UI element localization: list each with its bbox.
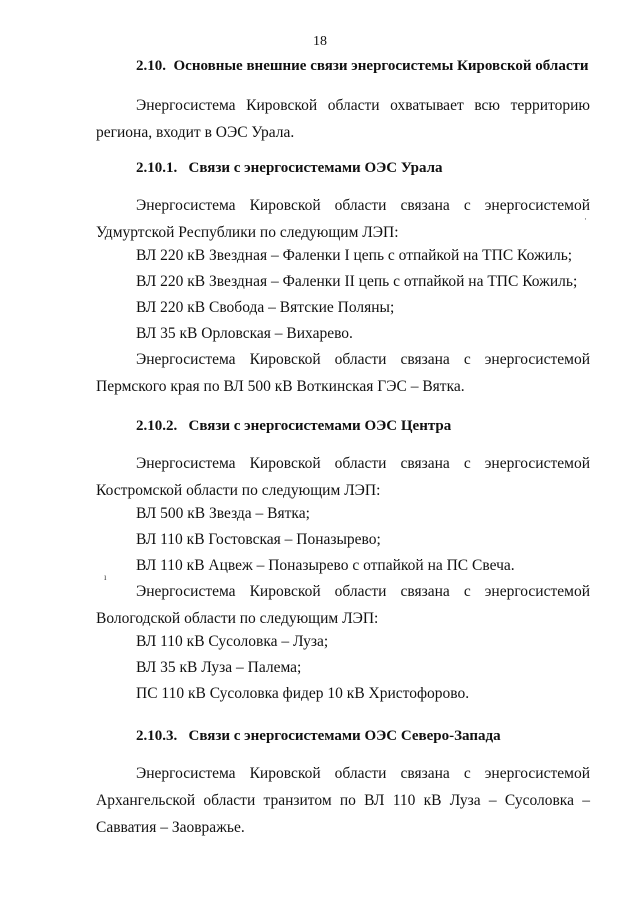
section-heading [96, 58, 630, 75]
paragraph-line: Энергосистема Кировской области связана с энергосистемой [136, 351, 590, 368]
list-item: ВЛ 500 кВ Звезда – Вятка; [136, 505, 310, 522]
section-title: Основные внешние связи энергосистемы Кировской области [173, 58, 589, 74]
paragraph-line: Энергосистема Кировской области связана с энергосистемой [136, 197, 590, 214]
list-item: ВЛ 110 кВ Гостовская – Поназырево; [136, 531, 381, 548]
list-item: ВЛ 220 кВ Звездная – Фаленки I цепь с отпайкой на ТПС Кожиль; [136, 247, 573, 264]
subsection-1-paragraph-1 [96, 192, 590, 246]
list-item: ВЛ 220 кВ Свобода – Вятские Поляны; [136, 299, 395, 316]
subsection-heading-1 [96, 160, 630, 177]
list-item: ВЛ 35 кВ Луза – Палема; [136, 659, 302, 676]
paragraph-line: Удмуртской Республики по следующим ЛЭП: [96, 224, 399, 241]
list-item: ВЛ 35 кВ Орловская – Вихарево. [136, 325, 353, 342]
scan-speck: ı [104, 572, 107, 582]
page-number: 18 [313, 34, 327, 49]
subsection-title: Связи с энергосистемами ОЭС Северо-Запада [188, 728, 501, 744]
paragraph-line: Энергосистема Кировской области связана с энергосистемой [136, 765, 590, 782]
subsection-3-paragraph-1 [96, 760, 590, 841]
paragraph-line: Вологодской области по следующим ЛЭП: [96, 610, 379, 627]
paragraph-line: Пермского края по ВЛ 500 кВ Воткинская ГЭС – Вятка. [96, 378, 465, 395]
subsection-heading-2 [96, 418, 630, 435]
intro-line-2: региона, входит в ОЭС Урала. [96, 124, 295, 141]
subsection-title: Связи с энергосистемами ОЭС Урала [188, 160, 443, 176]
list-item: ВЛ 110 кВ Сусоловка – Луза; [136, 633, 329, 650]
subsection-number: 2.10.2. [136, 418, 178, 434]
list-item: ПС 110 кВ Сусоловка фидер 10 кВ Христофорово. [136, 685, 470, 702]
intro-line-1: Энергосистема Кировской области охватывает всю территорию [136, 97, 590, 114]
section-number: 2.10. [136, 58, 166, 74]
list-item: ВЛ 110 кВ Ацвеж – Поназырево с отпайкой на ПС Свеча. [136, 557, 515, 574]
section-intro [96, 92, 590, 146]
subsection-2-paragraph-2 [96, 578, 590, 632]
subsection-heading-3 [96, 728, 630, 745]
subsection-number: 2.10.1. [136, 160, 178, 176]
paragraph-line: Архангельской области транзитом по ВЛ 110 кВ Луза – Сусоловка – [96, 792, 590, 809]
scan-speck: · [584, 214, 587, 224]
paragraph-line: Костромской области по следующим ЛЭП: [96, 482, 381, 499]
subsection-2-paragraph-1 [96, 450, 590, 504]
subsection-1-paragraph-2 [96, 346, 590, 400]
paragraph-line: Савватия – Заовражье. [96, 819, 245, 836]
list-item: ВЛ 220 кВ Звездная – Фаленки II цепь с отпайкой на ТПС Кожиль; [136, 273, 578, 290]
subsection-title: Связи с энергосистемами ОЭС Центра [188, 418, 452, 434]
paragraph-line: Энергосистема Кировской области связана с энергосистемой [136, 583, 590, 600]
paragraph-line: Энергосистема Кировской области связана с энергосистемой [136, 455, 590, 472]
subsection-number: 2.10.3. [136, 728, 178, 744]
